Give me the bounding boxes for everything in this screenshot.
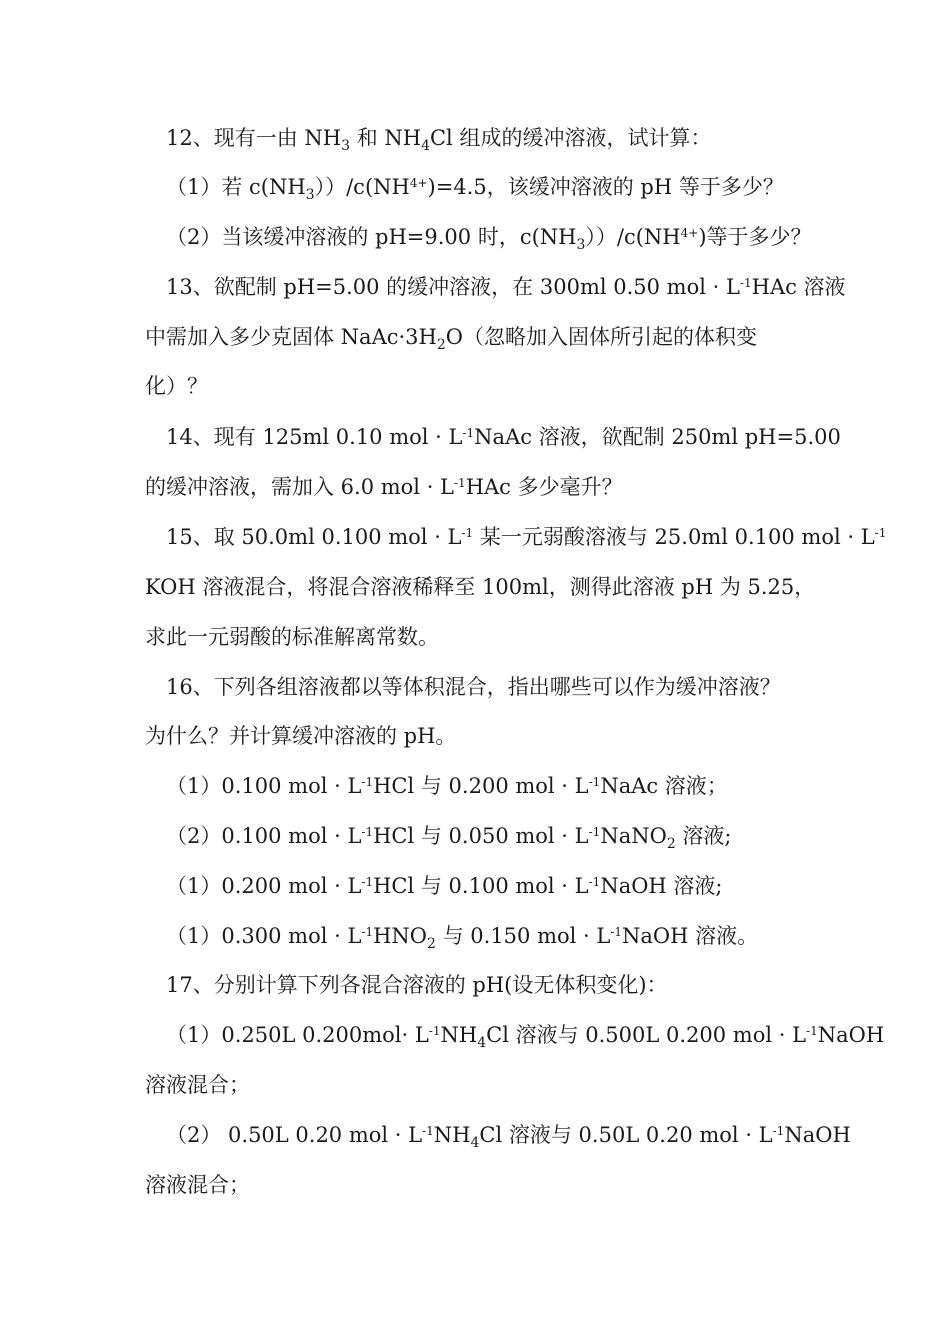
superscript: -1 [361,825,374,839]
text-segment: 溶液混合； [145,1073,250,1097]
q13-line-3 [145,371,815,401]
subscript: 4 [470,1135,480,1151]
q15-line-2 [145,572,815,602]
superscript: -1 [428,1024,441,1038]
q16-line-2 [145,721,815,751]
text-segment: NaOH 溶液。 [622,924,759,948]
superscript: -1 [610,925,623,939]
text-segment: 某一元弱酸溶液与 25.0ml 0.100 mol · L [473,525,875,549]
superscript: -1 [454,476,466,490]
q14-line [166,422,841,452]
superscript: -1 [739,276,752,290]
text-segment: 溶液; [675,824,732,848]
text-segment: HAc 溶液 [751,275,846,299]
text-segment: NaOH [784,1123,851,1147]
q13-line-2 [145,322,815,352]
text-segment: 的缓冲溶液，需加入 6.0 mol · L [145,475,454,499]
q12-line [166,123,836,153]
text-segment: HCl 与 0.100 mol · L [373,874,589,898]
text-segment: 13、欲配制 pH=5.00 的缓冲溶液，在 300ml 0.50 mol · L [166,275,740,299]
subscript: 2 [436,337,446,353]
q14-line-2 [145,472,815,502]
superscript: -1 [361,875,374,889]
q17-part1-line-2 [145,1070,815,1100]
text-segment: HNO [373,924,428,948]
q16-part1-line [166,771,836,801]
text-segment: （2）0.100 mol · L [166,824,362,848]
superscript: -1 [588,825,601,839]
q16-part2-line [166,821,836,851]
text-segment: 12、现有一由 NH [166,126,342,150]
superscript: -1 [806,1024,818,1038]
q12-part2-line [166,222,836,252]
text-segment: 与 0.150 mol · L [435,924,611,948]
q15-line-3 [145,622,815,652]
q12-part1-line [166,172,836,202]
superscript: -1 [588,775,601,789]
text-segment: Cl 溶液与 0.50L 0.20 mol · L [479,1123,773,1147]
text-segment: （1）0.300 mol · L [166,924,362,948]
q16-part3-line [166,871,836,901]
subscript: 3 [305,187,315,203]
text-segment: 化）？ [145,374,208,398]
q13-line [166,272,846,302]
text-segment: KOH 溶液混合，将混合溶液稀释至 100ml，测得此溶液 pH 为 5.25， [145,575,816,599]
q17-part1-line [166,1020,885,1051]
subscript: 2 [427,936,436,952]
text-segment: NaOH [817,1023,885,1047]
superscript: -1 [588,875,601,889]
text-segment: )等于多少？ [698,225,812,249]
text-segment: HCl 与 0.050 mol · L [373,824,589,848]
text-segment: （1）0.250L 0.200mol· L [166,1023,429,1047]
superscript: -1 [422,1124,434,1138]
text-segment: ））/c(NH [585,225,681,249]
superscript: -1 [361,775,374,789]
text-segment: NaNO [600,824,667,848]
subscript: 3 [341,138,351,154]
text-segment: （2） 0.50L 0.20 mol · L [166,1123,423,1147]
superscript: -1 [461,526,474,540]
superscript: -1 [874,526,887,540]
text-segment: （1）0.100 mol · L [166,774,362,798]
superscript: 4+ [409,176,428,190]
superscript: -1 [361,925,374,939]
text-segment: （1）若 c(NH [166,175,306,199]
text-segment: 为什么？并计算缓冲溶液的 pH。 [145,724,457,748]
q17-part2-line [166,1120,851,1151]
q17-line [166,970,836,1000]
text-segment: 和 NH [350,126,422,150]
text-segment: HAc 多少毫升？ [465,475,623,499]
text-segment: 15、取 50.0ml 0.100 mol · L [166,525,462,549]
text-segment: NaAc 溶液； [600,774,728,798]
text-segment: NaOH 溶液; [600,874,723,898]
text-segment: Cl 组成的缓冲溶液，试计算： [429,126,712,150]
text-segment: （2）当该缓冲溶液的 pH=9.00 时，c(NH [166,225,577,249]
superscript: -1 [772,1124,785,1138]
q17-part2-line-2 [145,1170,815,1200]
subscript: 4 [421,138,430,154]
text-segment: 溶液混合； [145,1173,250,1197]
q15-line [166,522,887,552]
subscript: 2 [666,836,676,852]
text-segment: 中需加入多少克固体 NaAc·3H [145,325,437,349]
superscript: -1 [462,426,475,440]
text-segment: NH [440,1023,478,1047]
text-segment: NaAc 溶液，欲配制 250ml pH=5.00 [474,425,841,449]
text-segment: Cl 溶液与 0.500L 0.200 mol · L [486,1023,807,1047]
text-segment: （1）0.200 mol · L [166,874,362,898]
text-segment: HCl 与 0.200 mol · L [373,774,589,798]
text-segment: 17、分别计算下列各混合溶液的 pH(设无体积变化)： [166,973,668,997]
text-segment: O（忽略加入固体所引起的体积变 [445,325,757,349]
text-segment: ））/c(NH [314,175,410,199]
text-segment: 16、下列各组溶液都以等体积混合，指出哪些可以作为缓冲溶液？ [166,675,781,699]
superscript: 4+ [680,226,699,240]
subscript: 4 [477,1035,487,1051]
text-segment: 求此一元弱酸的标准解离常数。 [145,625,439,649]
text-segment: 14、现有 125ml 0.10 mol · L [166,425,463,449]
text-segment: NH [433,1123,471,1147]
q16-part4-line [166,921,836,951]
text-segment: )=4.5，该缓冲溶液的 pH 等于多少？ [427,175,784,199]
q16-line [166,672,836,702]
subscript: 3 [576,237,586,253]
